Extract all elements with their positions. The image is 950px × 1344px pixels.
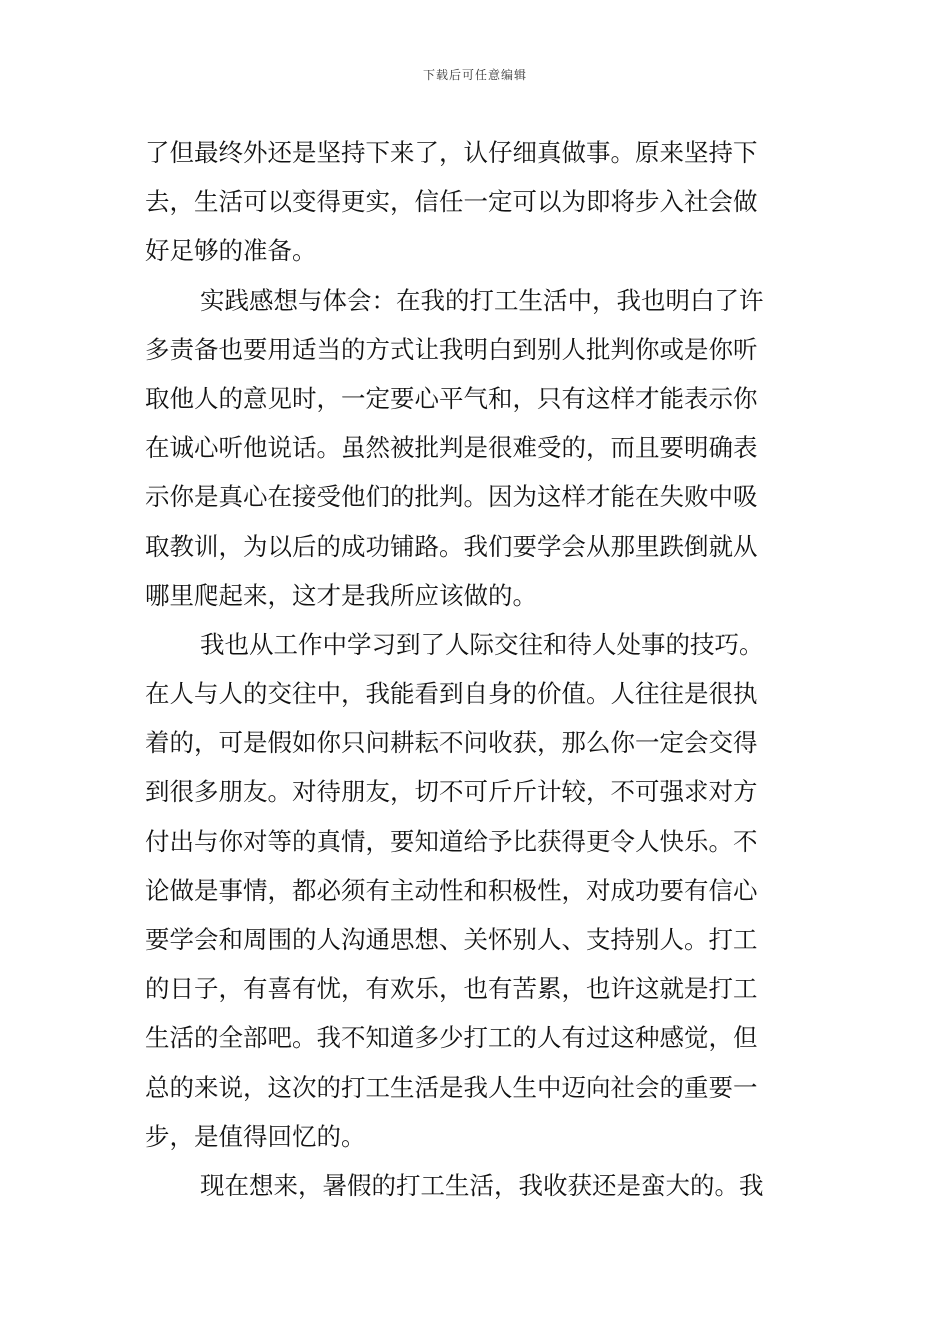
text-line: 我也从工作中学习到了人际交往和待人处事的技巧。 [200,629,764,659]
text-line: 步，是值得回忆的。 [145,1121,366,1151]
text-line: 多责备也要用适当的方式让我明白到别人批判你或是你听 [145,334,758,364]
text-line: 到很多朋友。对待朋友，切不可斤斤计较，不可强求对方 [145,777,758,807]
text-line: 好足够的准备。 [145,236,317,266]
text-line: 现在想来，暑假的打工生活，我收获还是蛮大的。我 [200,1170,764,1200]
text-line: 在人与人的交往中，我能看到自身的价值。人往往是很执 [145,679,758,709]
text-line: 实践感想与体会：在我的打工生活中，我也明白了许 [200,285,764,315]
text-line: 付出与你对等的真情，要知道给予比获得更令人快乐。不 [145,826,758,856]
text-line: 取他人的意见时，一定要心平气和，只有这样才能表示你 [145,383,758,413]
text-line: 生活的全部吧。我不知道多少打工的人有过这种感觉，但 [145,1023,758,1053]
text-line: 取教训，为以后的成功铺路。我们要学会从那里跌倒就从 [145,531,758,561]
text-line: 在诚心听他说话。虽然被批判是很难受的，而且要明确表 [145,433,758,463]
text-line: 要学会和周围的人沟通思想、关怀别人、支持别人。打工 [145,925,758,954]
text-line: 哪里爬起来，这才是我所应该做的。 [145,580,537,610]
text-line: 论做是事情，都必须有主动性和积极性，对成功要有信心 [145,875,758,905]
text-line: 的日子，有喜有忧，有欢乐，也有苦累，也许这就是打工 [145,974,758,1004]
text-line: 了但最终外还是坚持下来了，认仔细真做事。原来坚持下 [145,138,758,167]
page-header: 下载后可任意编辑 [422,68,527,82]
document-body [145,128,809,1210]
text-line: 总的来说，这次的打工生活是我人生中迈向社会的重要一 [145,1072,758,1102]
text-line: 示你是真心在接受他们的批判。因为这样才能在失败中吸 [145,482,758,512]
text-line: 去，生活可以变得更实，信任一定可以为即将步入社会做 [145,187,758,217]
text-line: 着的，可是假如你只问耕耘不问收获，那么你一定会交得 [145,728,758,758]
